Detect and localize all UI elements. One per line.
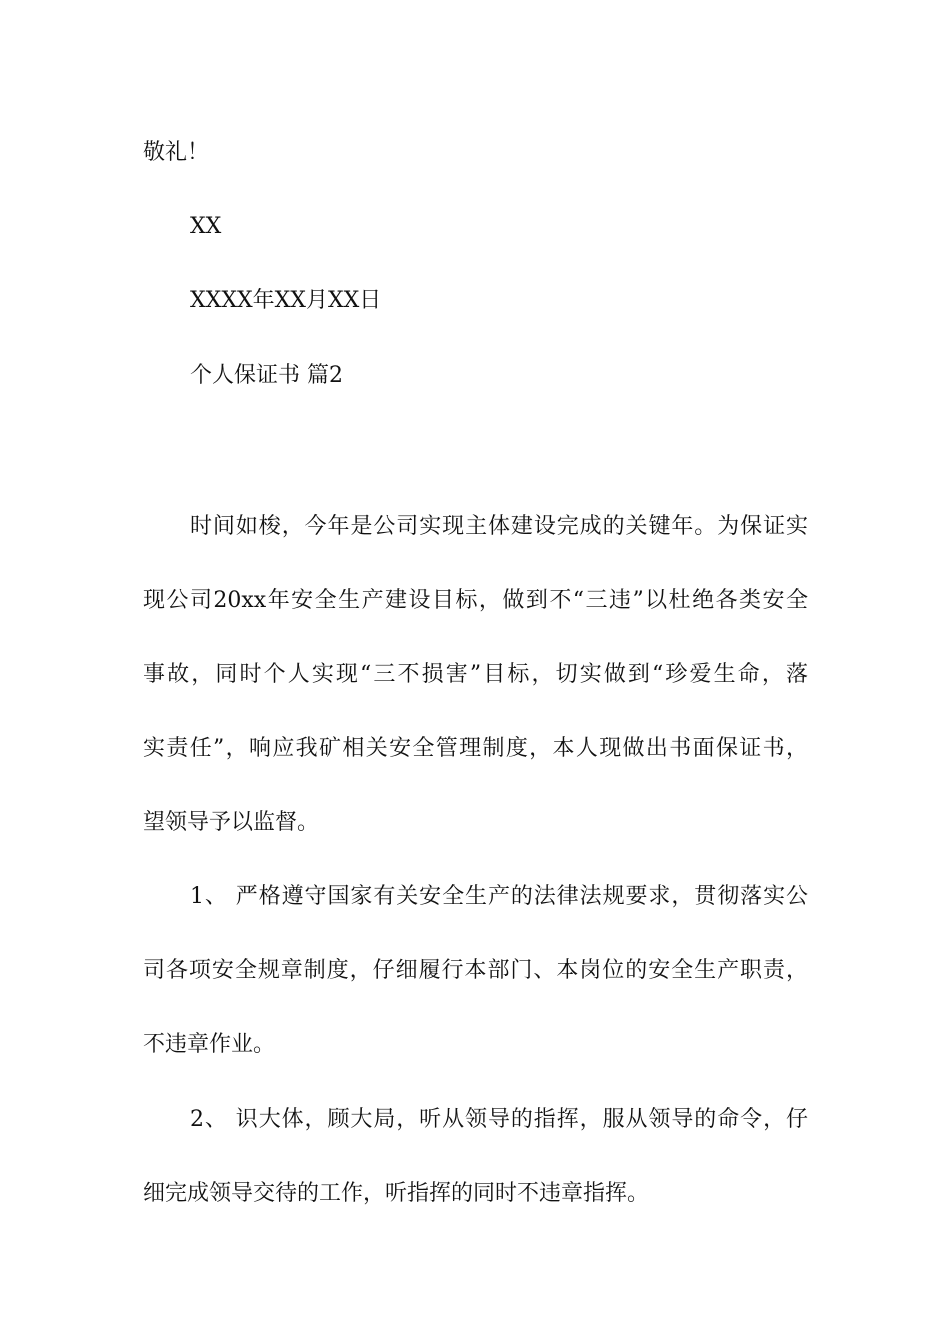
paragraph-line: 事故，同时个人实现“三不损害”目标，切实做到“珍爱生命，落: [143, 662, 808, 687]
list-item-line: 细完成领导交待的工作，听指挥的同时不违章指挥。: [143, 1181, 650, 1206]
paragraph-line: 时间如梭，今年是公司实现主体建设完成的关键年。为保证实: [190, 514, 808, 539]
list-item-line: 1、 严格遵守国家有关安全生产的法律法规要求，贯彻落实公: [190, 884, 808, 909]
closing-salutation: 敬礼！: [143, 140, 210, 165]
paragraph-line: 望领导予以监督。: [143, 810, 320, 835]
paragraph-line: 实责任”，响应我矿相关安全管理制度，本人现做出书面保证书，: [143, 736, 808, 761]
paragraph-line: 现公司20xx年安全生产建设目标，做到不“三违”以杜绝各类安全: [143, 588, 808, 613]
signature-date: XXXX年XX月XX日: [190, 288, 382, 313]
section-title: 个人保证书 篇2: [190, 363, 343, 388]
list-item-line: 2、 识大体，顾大局，听从领导的指挥，服从领导的命令，仔: [190, 1107, 808, 1132]
signer-name: XX: [190, 214, 222, 239]
list-item-line: 司各项安全规章制度，仔细履行本部门、本岗位的安全生产职责，: [143, 958, 808, 983]
list-item-line: 不违章作业。: [143, 1032, 276, 1057]
